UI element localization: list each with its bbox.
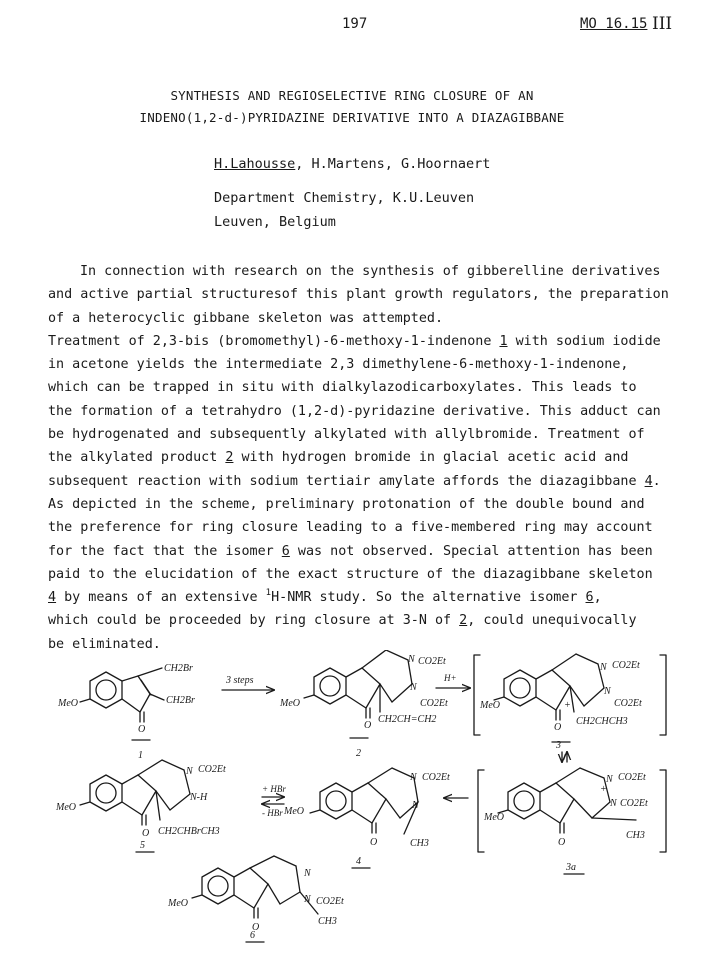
ch2br-group: CH2Br bbox=[164, 663, 193, 674]
co2et-group: CO2Et bbox=[418, 656, 446, 667]
paper-title-line-2: INDENO(1,2-d-)PYRIDAZINE DERIVATIVE INTO A DIAZAGIBBANE bbox=[139, 110, 565, 125]
carbonyl-oxygen: O bbox=[142, 828, 150, 839]
carbonyl-oxygen: O bbox=[370, 837, 378, 848]
compound-label-1: 1 bbox=[138, 750, 143, 761]
body-paragraph bbox=[48, 260, 688, 656]
co2et-group: CO2Et bbox=[612, 660, 640, 671]
bromopropyl-group: CH2CHBrCH3 bbox=[158, 826, 220, 837]
co2et-group: CO2Et bbox=[620, 798, 648, 809]
body-text-segment: H-NMR study. So the alternative isomer bbox=[271, 590, 586, 606]
author-list bbox=[214, 156, 490, 172]
n-atom: N bbox=[408, 654, 415, 665]
body-line: the preference for ring closure leading to a five-membered ring may account bbox=[48, 520, 653, 536]
meo-group: MeO bbox=[168, 898, 188, 909]
arrow-label-minus-hbr: - HBr bbox=[262, 808, 283, 818]
n-atom: N bbox=[606, 774, 613, 785]
n-atom: N bbox=[412, 800, 419, 811]
meo-group: MeO bbox=[480, 700, 500, 711]
author-name: G.Hoornaert bbox=[400, 156, 491, 172]
compound-reference: 2 bbox=[459, 613, 468, 629]
author-name: H.Lahousse bbox=[214, 156, 296, 172]
body-line bbox=[48, 330, 688, 353]
meo-group: MeO bbox=[56, 802, 76, 813]
body-text-segment: for the fact that the isomer bbox=[48, 543, 282, 559]
author-location: Leuven, Belgium bbox=[214, 214, 336, 230]
paper-title-line-1: SYNTHESIS AND REGIOSELECTIVE RING CLOSURE OF AN bbox=[170, 88, 534, 103]
co2et-group: CO2Et bbox=[618, 772, 646, 783]
reference-code: MO 16.15 bbox=[580, 16, 648, 32]
meo-group: MeO bbox=[58, 698, 78, 709]
compound-label-2: 2 bbox=[356, 748, 361, 759]
co2et-group: CO2Et bbox=[316, 896, 344, 907]
body-line bbox=[48, 540, 688, 563]
carbocation-charge: + bbox=[564, 700, 571, 711]
nitrogen-charge: + bbox=[600, 784, 607, 795]
n-atom: N bbox=[304, 868, 311, 879]
compound-label-6: 6 bbox=[250, 930, 255, 941]
body-text-segment: , could unequivocally bbox=[467, 613, 637, 629]
n-atom: N bbox=[410, 772, 417, 783]
carbonyl-oxygen: O bbox=[252, 922, 260, 933]
body-line: be eliminated. bbox=[48, 636, 161, 652]
author-affiliation: Department Chemistry, K.U.Leuven bbox=[214, 190, 475, 206]
arrow-label-h-plus: H+ bbox=[444, 673, 457, 683]
arrow-label-plus-hbr: + HBr bbox=[262, 784, 286, 794]
body-line bbox=[48, 609, 688, 632]
body-text-segment: was not observed. Special attention has been bbox=[289, 543, 653, 559]
n-atom: N bbox=[186, 766, 193, 777]
body-text-segment: subsequent reaction with sodium tertiair amylate affords the diazagibbane bbox=[48, 473, 645, 489]
carbonyl-oxygen: O bbox=[138, 724, 146, 735]
body-text-segment: with hydrogen bromide in glacial acetic acid and bbox=[233, 450, 629, 466]
co2et-group: CO2Et bbox=[198, 764, 226, 775]
author-separator: , bbox=[384, 156, 401, 172]
compound-label-3: 3 bbox=[556, 740, 561, 751]
compound-reference: 4 bbox=[644, 473, 653, 489]
body-line: be hydrogenated and subsequently alkylated with allylbromide. Treatment of bbox=[48, 427, 645, 443]
compound-label-5: 5 bbox=[140, 840, 145, 851]
arrow-label-three-steps: 3 steps bbox=[226, 675, 254, 686]
ch3-group: CH3 bbox=[318, 916, 337, 927]
body-line: As depicted in the scheme, preliminary protonation of the double bound and bbox=[48, 496, 645, 512]
body-text-segment: with sodium iodide bbox=[507, 333, 661, 349]
body-line: paid to the elucidation of the exact structure of the diazagibbane skeleton bbox=[48, 566, 653, 582]
ch3-group: CH3 bbox=[410, 838, 429, 849]
co2et-group: CO2Et bbox=[422, 772, 450, 783]
n-atom: N bbox=[610, 798, 617, 809]
body-text-segment: . bbox=[652, 473, 661, 489]
body-text-segment: Treatment of 2,3-bis (bromomethyl)-6-methoxy-1-indenone bbox=[48, 333, 500, 349]
compound-label-4: 4 bbox=[356, 856, 361, 867]
carbonyl-oxygen: O bbox=[558, 837, 566, 848]
body-text-segment: , bbox=[593, 590, 602, 606]
body-line: and active partial structuresof this plant growth regulators, the preparation bbox=[48, 287, 669, 303]
co2et-group: CO2Et bbox=[614, 698, 642, 709]
meo-group: MeO bbox=[484, 812, 504, 823]
carbonyl-oxygen: O bbox=[554, 722, 562, 733]
compound-3a-structure bbox=[478, 768, 666, 874]
compound-4-structure bbox=[310, 768, 418, 868]
body-line: of a heterocyclic gibbane skeleton was attempted. bbox=[48, 310, 444, 326]
n-atom: N bbox=[600, 662, 607, 673]
superscript: 1 bbox=[265, 588, 272, 599]
compound-1-structure bbox=[80, 668, 164, 740]
body-text-segment: the alkylated product bbox=[48, 450, 226, 466]
allyl-group: CH2CH=CH2 bbox=[378, 714, 437, 725]
body-line bbox=[48, 586, 688, 609]
body-text-segment: by means of an extensive bbox=[56, 590, 266, 606]
compound-reference: 2 bbox=[225, 450, 234, 466]
compound-reference: 4 bbox=[48, 590, 57, 606]
body-line bbox=[48, 470, 688, 493]
n-atom: N bbox=[604, 686, 611, 697]
compound-reference: 1 bbox=[499, 333, 508, 349]
carbonyl-oxygen: O bbox=[364, 720, 372, 731]
compound-reference: 6 bbox=[585, 590, 594, 606]
meo-group: MeO bbox=[284, 806, 304, 817]
compound-5-structure bbox=[80, 760, 190, 852]
body-line: In connection with research on the synthesis of gibberelline derivatives bbox=[80, 264, 661, 279]
n-h-group: N-H bbox=[190, 792, 208, 803]
meo-group: MeO bbox=[280, 698, 300, 709]
body-line bbox=[48, 446, 688, 469]
ch2br-group: CH2Br bbox=[166, 695, 195, 706]
page-number: 197 bbox=[342, 16, 368, 32]
author-name: H.Martens bbox=[311, 156, 385, 172]
propyl-cation-group: CH2CHCH3 bbox=[576, 716, 628, 727]
body-line: which can be trapped in situ with dialkylazodicarboxylates. This leads to bbox=[48, 380, 637, 396]
compound-reference: 6 bbox=[281, 543, 290, 559]
co2et-group: CO2Et bbox=[420, 698, 448, 709]
reference-roman-numeral: III bbox=[652, 14, 673, 34]
n-atom: N bbox=[410, 682, 417, 693]
compound-label-3a: 3a bbox=[566, 862, 576, 873]
n-atom: N bbox=[304, 894, 311, 905]
author-separator: , bbox=[295, 156, 312, 172]
body-text-segment: which could be proceeded by ring closure at 3-N of bbox=[48, 613, 460, 629]
body-line: in acetone yields the intermediate 2,3 dimethylene-6-methoxy-1-indenone, bbox=[48, 357, 629, 373]
body-line: the formation of a tetrahydro (1,2-d)-pyridazine derivative. This adduct can bbox=[48, 403, 661, 419]
reaction-scheme bbox=[0, 650, 704, 956]
ch3-group: CH3 bbox=[626, 830, 645, 841]
